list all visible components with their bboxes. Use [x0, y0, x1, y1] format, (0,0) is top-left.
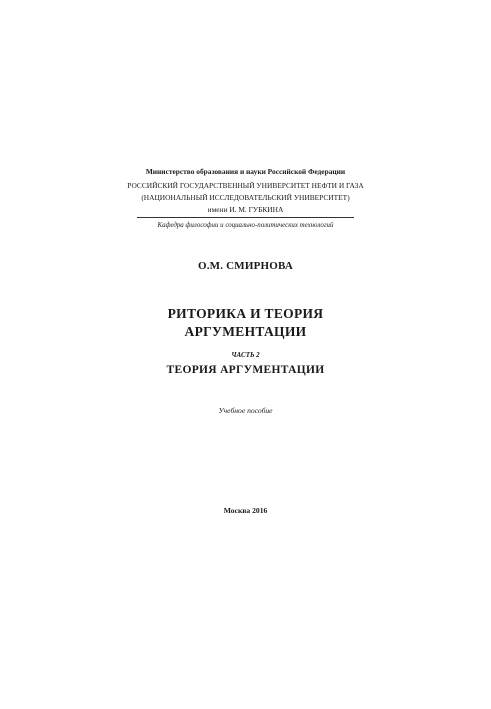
- university-name-line3: имени И. М. ГУБКИНА: [207, 205, 284, 214]
- publication-type: Учебное пособие: [218, 406, 273, 415]
- book-subtitle: ТЕОРИЯ АРГУМЕНТАЦИИ: [166, 364, 325, 376]
- part-label: ЧАСТЬ 2: [231, 351, 260, 359]
- university-name-line2: (НАЦИОНАЛЬНЫЙ ИССЛЕДОВАТЕЛЬСКИЙ УНИВЕРСИТЕТ): [141, 193, 350, 202]
- header-divider: [137, 217, 354, 218]
- book-title-line1: РИТОРИКА И ТЕОРИЯ: [167, 306, 324, 321]
- book-title-line2: АРГУМЕНТАЦИИ: [184, 324, 307, 339]
- department-name: Кафедра философии и социально-политических технологий: [157, 222, 334, 229]
- university-name-line1: РОССИЙСКИЙ ГОСУДАРСТВЕННЫЙ УНИВЕРСИТЕТ НЕФТИ И ГАЗА: [127, 181, 364, 190]
- ministry-name: Министерство образования и науки Российской Федерации: [145, 167, 346, 176]
- author-name: О.М. СМИРНОВА: [197, 260, 294, 272]
- imprint-city-year: Москва 2016: [223, 506, 268, 515]
